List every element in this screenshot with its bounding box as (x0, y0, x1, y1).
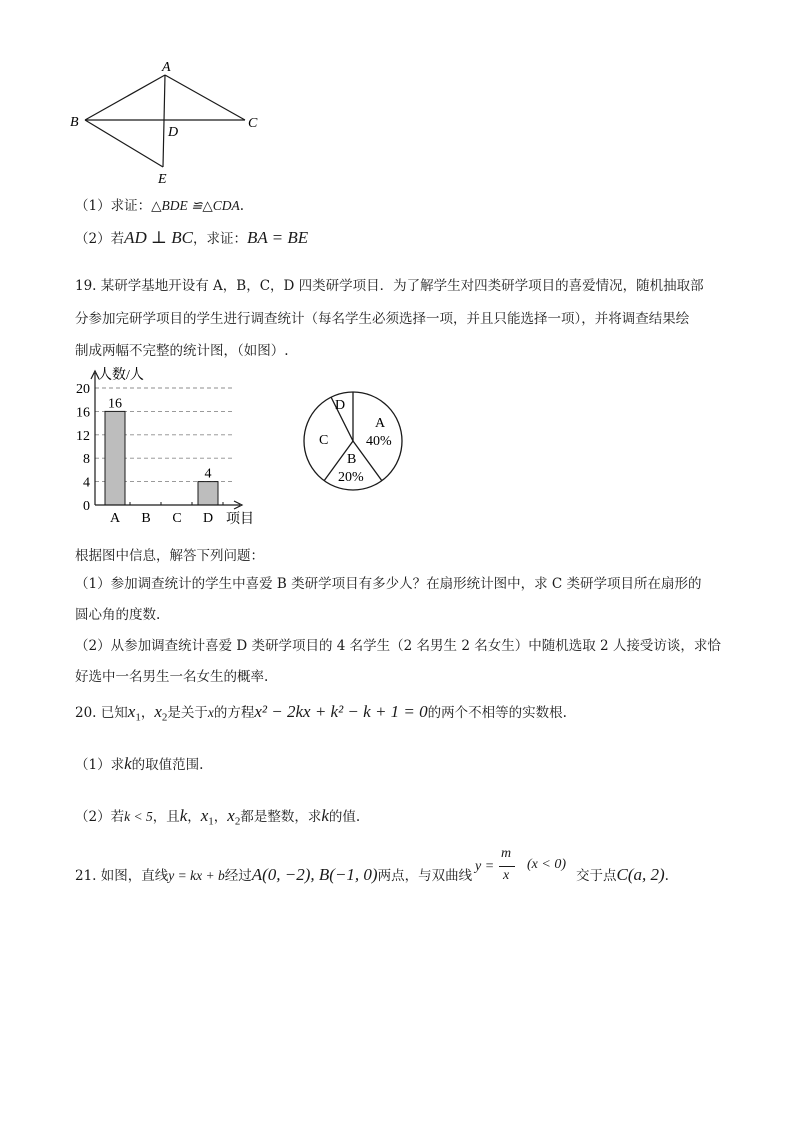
y-tick-label: 8 (83, 452, 90, 468)
q19-part2-line2: 好选中一名男生一名女生的概率. (75, 669, 269, 685)
q19-stem-line1: 19. 某研学基地开设有 A，B，C，D 四类研学项目．为了解学生对四类研学项目的喜爱情况，随机抽取部 (75, 278, 704, 294)
q19-prompt: 根据图中信息，解答下列问题： (75, 548, 264, 564)
q21-points: A(0, −2), B(−1, 0) (251, 865, 378, 884)
q19-part1-line1: （1）参加调查统计的学生中喜爱 B 类研学项目有多少人？在扇形统计图中，求 C 类研学项目所在扇形的 (75, 576, 702, 592)
x-tick-label-a: A (109, 511, 121, 526)
y-axis-label: 人数/人 (98, 368, 144, 383)
x-tick-label-c: C (172, 511, 182, 526)
q19-stem-line2: 分参加完研学项目的学生进行调查统计（每名学生必须选择一项，并且只能选择一项），并将调查结果绘 (75, 311, 690, 327)
pie-label-d: D (335, 398, 346, 413)
pie-percent-a: 40% (366, 434, 392, 449)
q19-stem-line3: 制成两幅不完整的统计图，（如图）. (75, 343, 289, 359)
y-tick-label: 4 (83, 475, 90, 491)
y-tick-label: 12 (76, 428, 90, 444)
bar-a (105, 411, 125, 505)
q18-part2-condition: AD ⊥ BC (124, 228, 193, 247)
q21-stem-end: 交于点C(a, 2). (576, 865, 669, 884)
x-tick-label-b: B (141, 511, 151, 526)
q18-part1: （1）求证：△BDE ≌△CDA. (75, 198, 245, 214)
segment-ae (163, 75, 165, 167)
q19-part2-line1: （2）从参加调查统计喜爱 D 类研学项目的 4 名学生（2 名男生 2 名女生）中随机选取 2 人接受访谈，求恰 (75, 638, 721, 654)
pie-percent-b: 20% (338, 470, 364, 485)
q18-part1-statement: △BDE ≌△CDA (151, 198, 240, 213)
segment-be (85, 120, 163, 167)
pie-label-a: A (375, 416, 386, 431)
label-d: D (168, 125, 179, 140)
data-label-d: 4 (204, 466, 212, 482)
x-tick-label-d: D (202, 511, 214, 526)
y-tick-label: 16 (76, 405, 90, 421)
q18-part2: （2）若AD ⊥ BC，求证：BA = BE (75, 228, 309, 247)
q18-part2-goal: BA = BE (246, 228, 309, 247)
q20-stem: 20. 已知$x_1$，$x_2$是关于x的方程x² − 2kx + k² − k + 1 = 0的两个不相等的实数根. (75, 702, 567, 724)
q21-line-equation: y = kx + b (168, 868, 225, 883)
label-b: B (70, 115, 79, 130)
x-axis-label: 项目 (226, 512, 254, 527)
pie-label-b: B (347, 452, 357, 467)
y-tick-label: 0 (83, 499, 90, 514)
geometry-figure (60, 55, 280, 190)
segment-ba (85, 75, 165, 120)
label-c: C (248, 116, 258, 131)
pie-chart (295, 385, 415, 495)
q21-point-c: C(a, 2) (616, 865, 665, 884)
data-label-a: 16 (108, 396, 122, 412)
q19-part1-line2: 圆心角的度数. (75, 607, 161, 623)
label-e: E (158, 172, 167, 187)
bar-d (198, 482, 218, 505)
q21-hyperbola: y = m x (x < 0) (475, 846, 566, 883)
pie-label-c: C (319, 433, 329, 448)
q21-stem: 21. 如图，直线y = kx + b经过A(0, −2), B(−1, 0)两点，与双曲线 (75, 865, 473, 884)
q20-equation: x² − 2kx + k² − k + 1 = 0 (254, 702, 428, 721)
y-tick-label: 20 (76, 382, 90, 397)
q20-part1: （1）求k的取值范围. (75, 754, 204, 773)
q20-part2: （2）若k < 5，且k，$x_1$，$x_2$都是整数，求k的值. (75, 806, 361, 828)
bar-chart (60, 365, 280, 530)
label-a: A (162, 60, 171, 75)
segment-ac (165, 75, 245, 120)
